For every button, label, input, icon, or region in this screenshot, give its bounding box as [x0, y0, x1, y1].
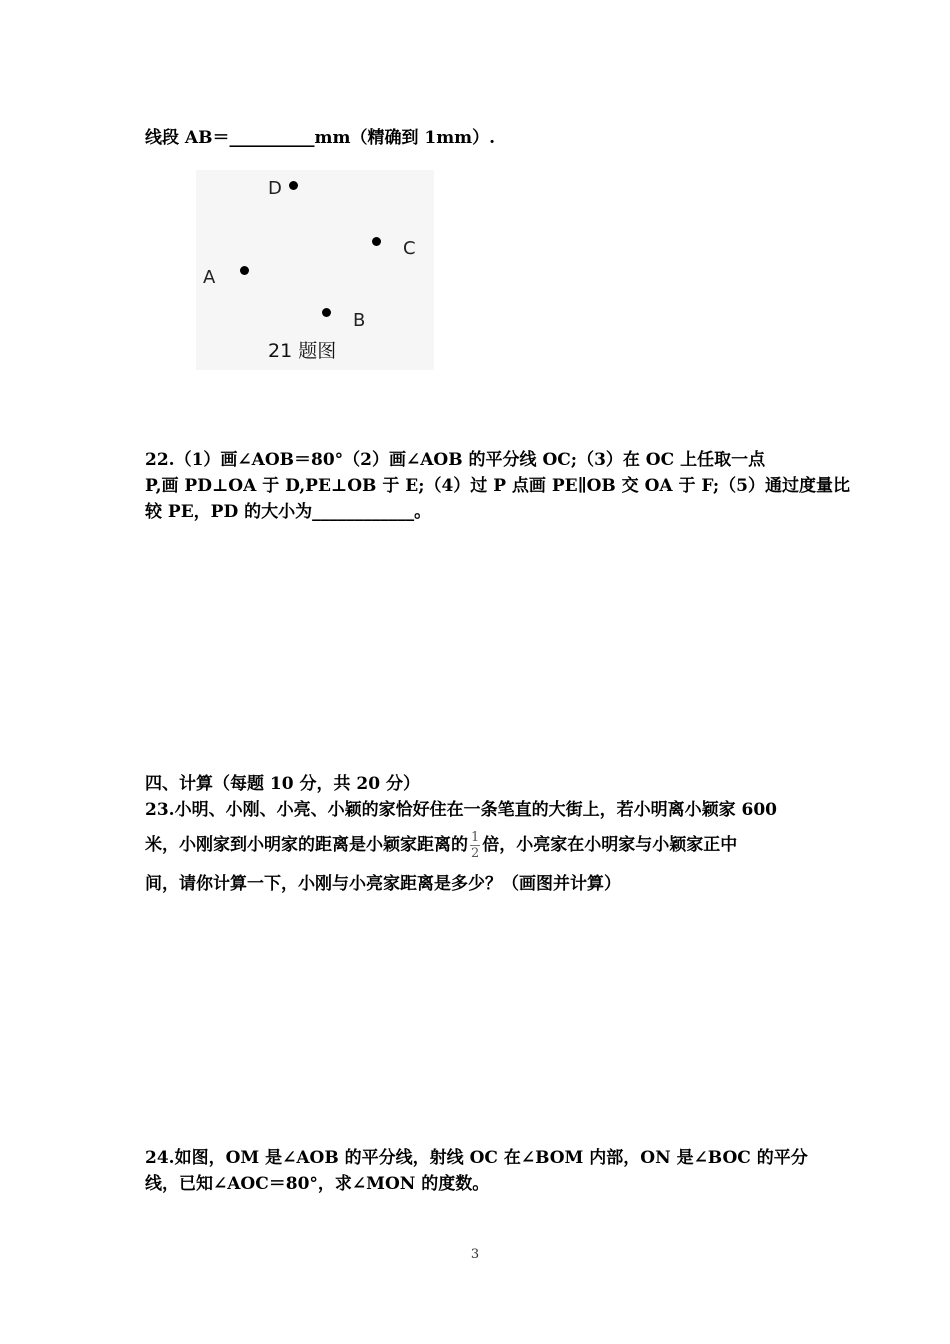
q24-line-1: 24.如图，OM 是∠AOB 的平分线，射线 OC 在∠BOM 内部，ON 是∠BOC 的平分: [145, 1148, 808, 1168]
q23-line-2-before: 米，小刚家到小明家的距离是小颖家距离的: [145, 835, 468, 855]
section-4-heading: 四、计算（每题 10 分，共 20 分）: [145, 774, 420, 794]
fraction-denominator: 2: [471, 846, 480, 861]
q23-line-2: [145, 830, 737, 861]
point-label-b: B: [353, 310, 366, 331]
point-b: [322, 308, 331, 317]
q21-tail-text: 线段 AB＝__________mm（精确到 1mm）.: [145, 128, 496, 148]
point-label-c: C: [403, 238, 416, 259]
point-label-a: A: [203, 267, 216, 288]
point-a: [240, 266, 249, 275]
q23-line-2-after: 倍，小亮家在小明家与小颖家正中: [482, 835, 738, 855]
fraction-numerator: 1: [471, 830, 480, 845]
point-label-d: D: [268, 178, 282, 199]
figure-21: [196, 170, 434, 370]
page-number: 3: [470, 1247, 480, 1262]
q22-line-3: 较 PE，PD 的大小为____________。: [145, 502, 432, 522]
q24-line-2: 线，已知∠AOC＝80°，求∠MON 的度数。: [145, 1174, 490, 1194]
q22-line-2: P,画 PD⊥OA 于 D,PE⊥OB 于 E;（4）过 P 点画 PE∥OB 交 OA 于 F;（5）通过度量比: [145, 476, 850, 496]
q22-line-1: 22.（1）画∠AOB＝80°（2）画∠AOB 的平分线 OC;（3）在 OC 上任取一点: [145, 450, 766, 470]
q23-line-3: 间，请你计算一下，小刚与小亮家距离是多少？（画图并计算）: [145, 874, 621, 894]
fraction-one-half: [470, 830, 480, 861]
point-d: [289, 181, 298, 190]
point-c: [372, 237, 381, 246]
figure-caption: 21 题图: [268, 340, 337, 362]
q23-line-1: 23.小明、小刚、小亮、小颖的家恰好住在一条笔直的大街上，若小明离小颖家 600: [145, 800, 777, 820]
